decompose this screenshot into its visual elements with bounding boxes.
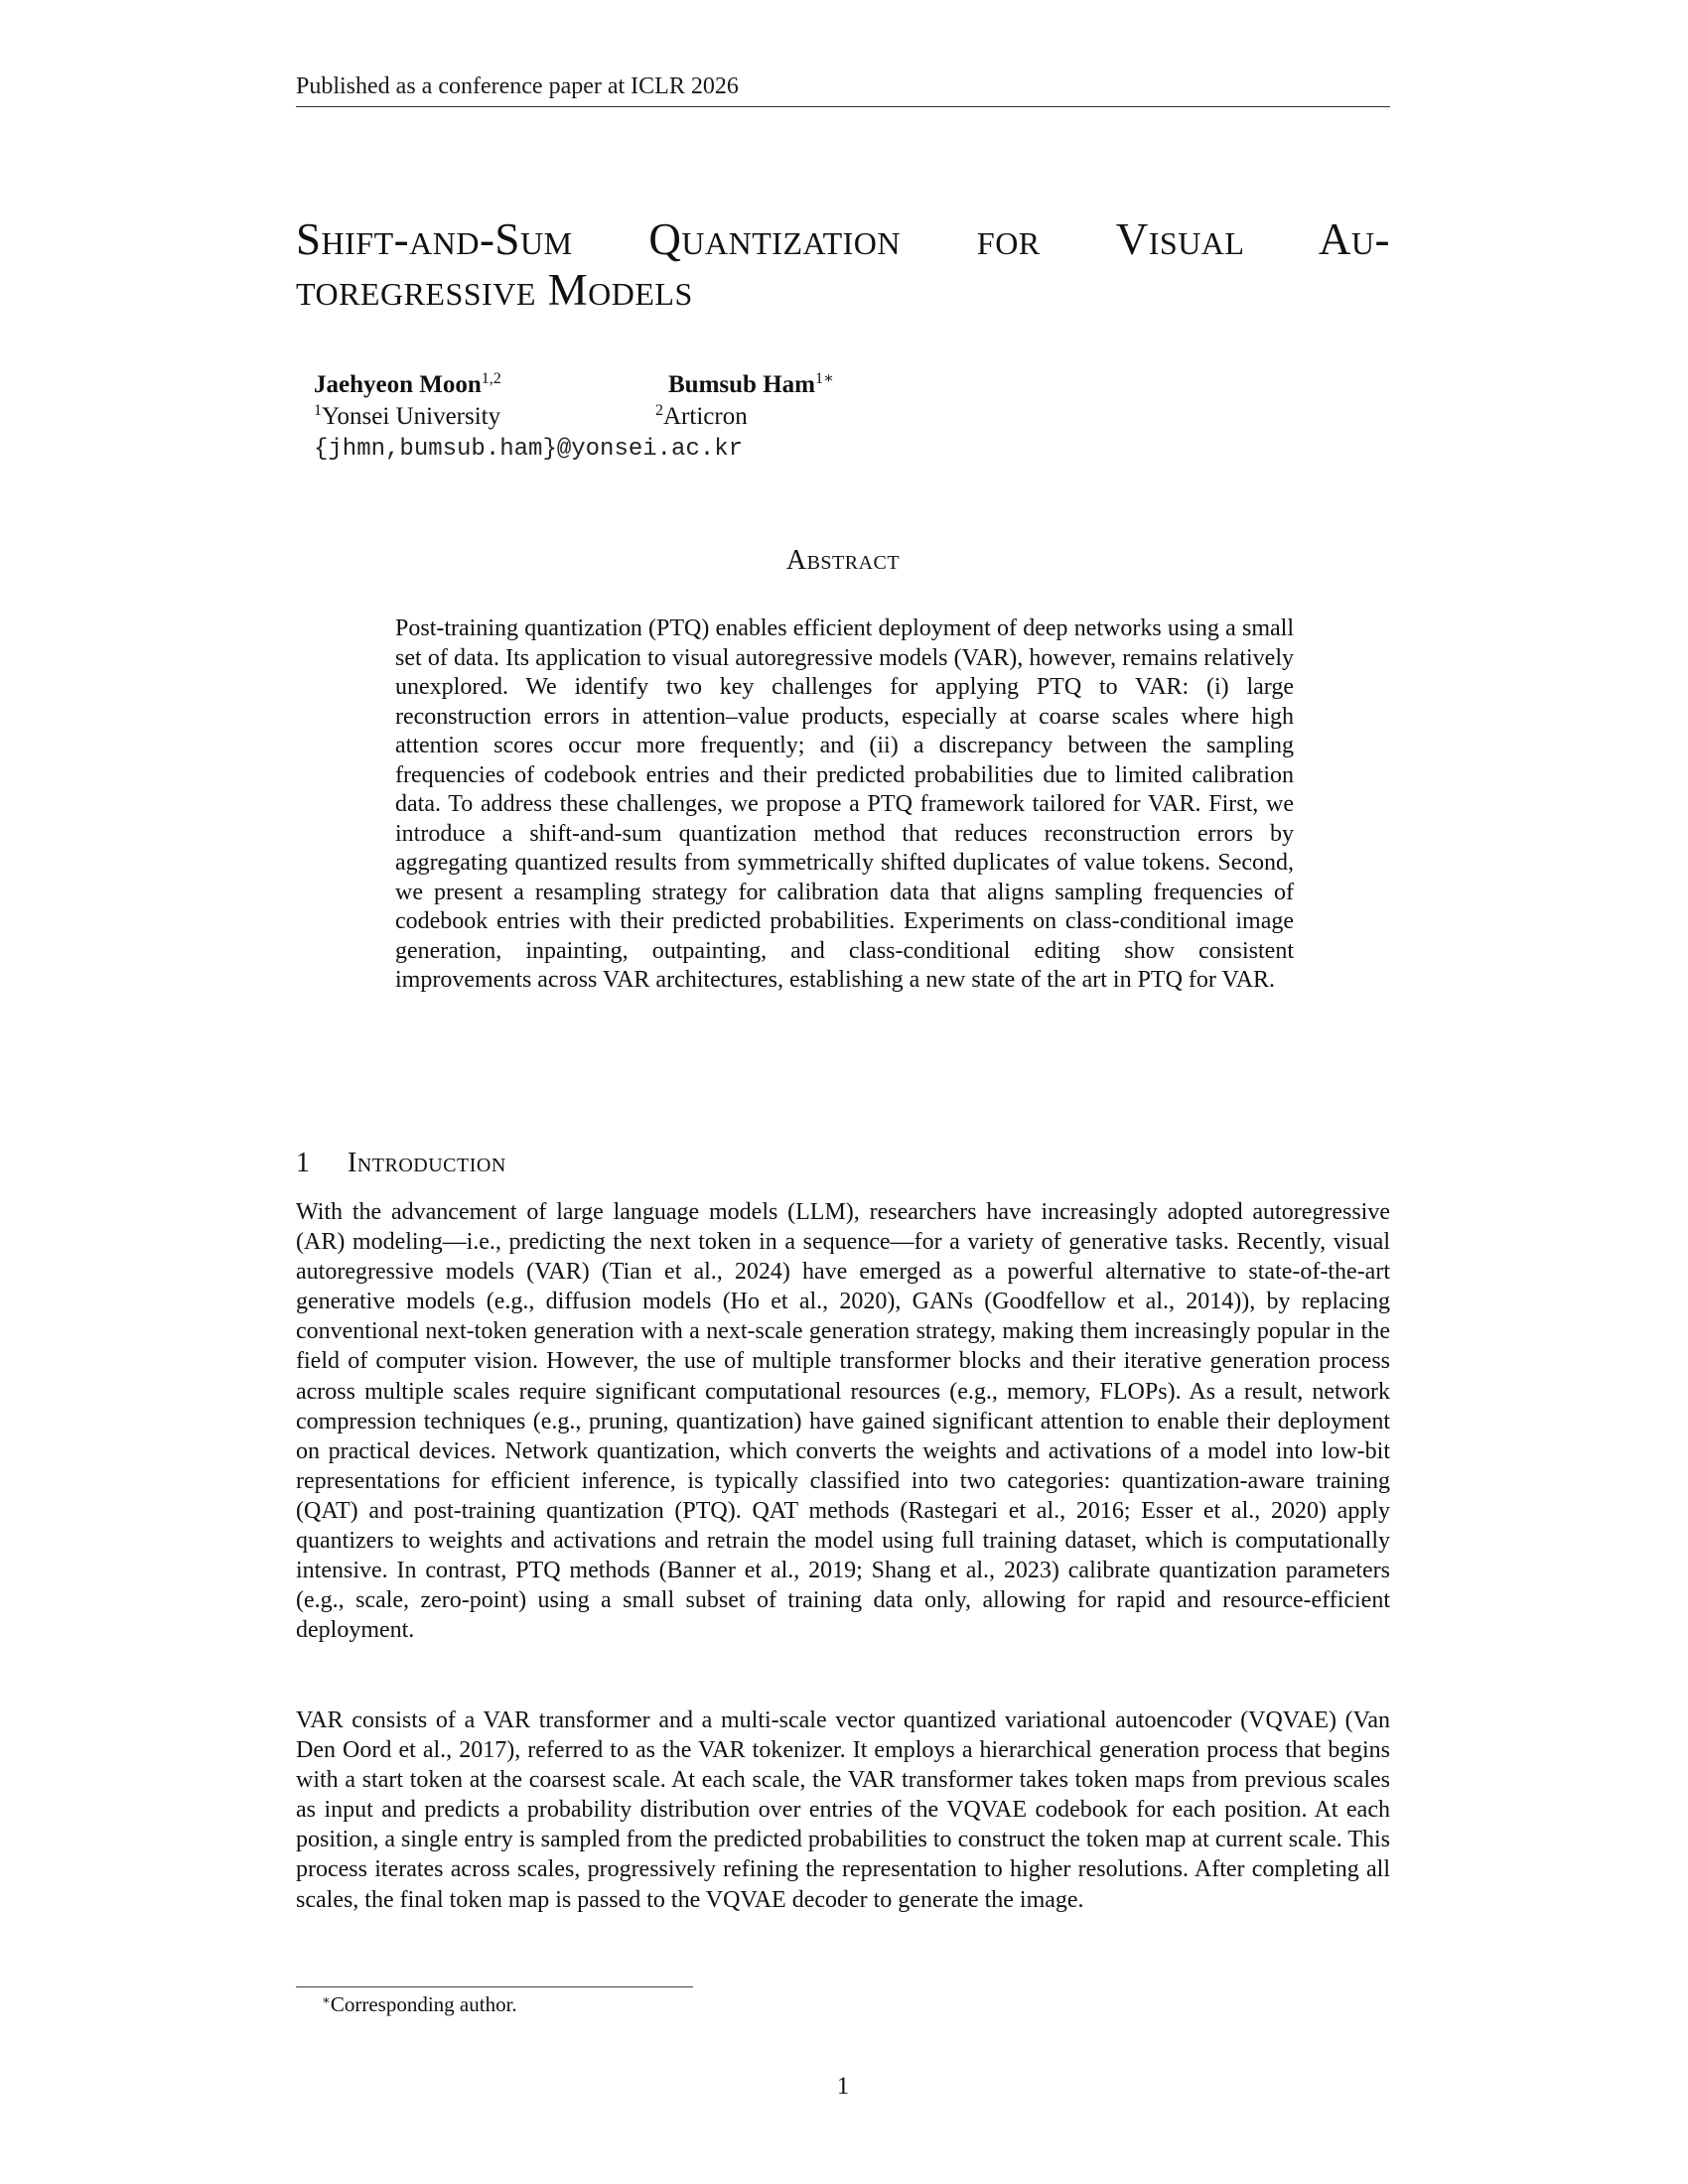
section-heading-introduction: [296, 1147, 1390, 1180]
affiliation-name: Articron: [663, 403, 748, 430]
section-title: Introduction: [348, 1148, 506, 1178]
running-header: Published as a conference paper at ICLR 2026: [296, 73, 739, 99]
affiliation-marker: 1: [314, 402, 322, 419]
paper-title: [296, 214, 1398, 316]
author-2: [668, 369, 834, 400]
footnote: [322, 1991, 517, 2017]
title-line-2: toregressive Models: [296, 265, 693, 315]
header-rule: [296, 106, 1390, 107]
author-email: {jhmn,bumsub.ham}@yonsei.ac.kr: [314, 436, 744, 463]
page-number: 1: [836, 2073, 850, 2100]
footnote-marker: ∗: [322, 1992, 331, 2007]
introduction-paragraph-2: VAR consists of a VAR transformer and a multi-scale vector quantized variational autoencoder (VQVAE) (Van Den Oord et al., 2017), referred to as the VAR tokenizer. It employs a hierarchical generation process that begins with a start token at the coarsest scale. At each scale, the VAR transformer takes token maps from previous scales as input and predicts a probability distribution over entries of the VQVAE codebook for each position. At each position, a single entry is sampled from the predicted probabilities to construct the token map at current scale. This process iterates across scales, progressively refining the representation to higher resolutions. After completing all scales, the final token map is passed to the VQVAE decoder to generate the image.: [296, 1707, 1390, 1913]
affiliation-1: [314, 401, 500, 432]
title-line-1: Shift-and-Sum Quantization for Visual Au-: [296, 214, 1390, 264]
affiliation-marker: 2: [655, 402, 663, 419]
affiliation-name: Yonsei University: [322, 403, 501, 430]
affiliation-2: [655, 401, 748, 432]
footnote-text: Corresponding author.: [330, 1992, 517, 2016]
introduction-paragraph-1: With the advancement of large language models (LLM), researchers have increasingly adopted autoregressive (AR) modeling—i.e., predicting the next token in a sequence—for a variety of generative tasks. Recently, visual autoregressive models (VAR) (Tian et al., 2024) have emerged as a powerful alternative to state-of-the-art generative models (e.g., diffusion models (Ho et al., 2020), GANs (Goodfellow et al., 2014)), by replacing conventional next-token generation with a next-scale generation strategy, making them increasingly popular in the field of computer vision. However, the use of multiple transformer blocks and their iterative generation process across multiple scales require significant computational resources (e.g., memory, FLOPs). As a result, network compression techniques (e.g., pruning, quantization) have gained significant attention to enable their deployment on practical devices. Network quantization, which converts the weights and activations of a model into low-bit representations for efficient inference, is typically classified into two categories: quantization-aware training (QAT) and post-training quantization (PTQ). QAT methods (Rastegari et al., 2016; Esser et al., 2020) apply quantizers to weights and activations and retrain the model using full training dataset, which is computationally intensive. In contrast, PTQ methods (Banner et al., 2019; Shang et al., 2023) calibrate quantization parameters (e.g., scale, zero-point) using a small subset of training data only, allowing for rapid and resource-efficient deployment.: [296, 1199, 1390, 1644]
section-number: 1: [296, 1148, 311, 1178]
author-affiliation-marker: 1∗: [814, 370, 834, 387]
abstract-heading: Abstract: [785, 545, 901, 576]
author-1: [314, 369, 501, 400]
author-name: Jaehyeon Moon: [314, 371, 482, 398]
author-name: Bumsub Ham: [668, 371, 815, 398]
abstract-body: Post-training quantization (PTQ) enables efficient deployment of deep networks using a small set of data. Its application to visual autoregressive models (VAR), however, remains relatively unexplored. We identify two key challenges for applying PTQ to VAR: (i) large reconstruction errors in attention–value products, especially at coarse scales where high attention scores occur more frequently; and (ii) a discrepancy between the sampling frequencies of codebook entries and their predicted probabilities due to limited calibration data. To address these challenges, we propose a PTQ framework tailored for VAR. First, we introduce a shift-and-sum quantization method that reduces reconstruction errors by aggregating quantized results from symmetrically shifted duplicates of value tokens. Second, we present a resampling strategy for calibration data that aligns sampling frequencies of codebook entries with their predicted probabilities. Experiments on class-conditional image generation, inpainting, outpainting, and class-conditional editing show consistent improvements across VAR architectures, establishing a new state of the art in PTQ for VAR.: [395, 615, 1294, 993]
author-affiliation-marker: 1,2: [481, 370, 501, 387]
footnote-rule: [296, 1986, 693, 1987]
